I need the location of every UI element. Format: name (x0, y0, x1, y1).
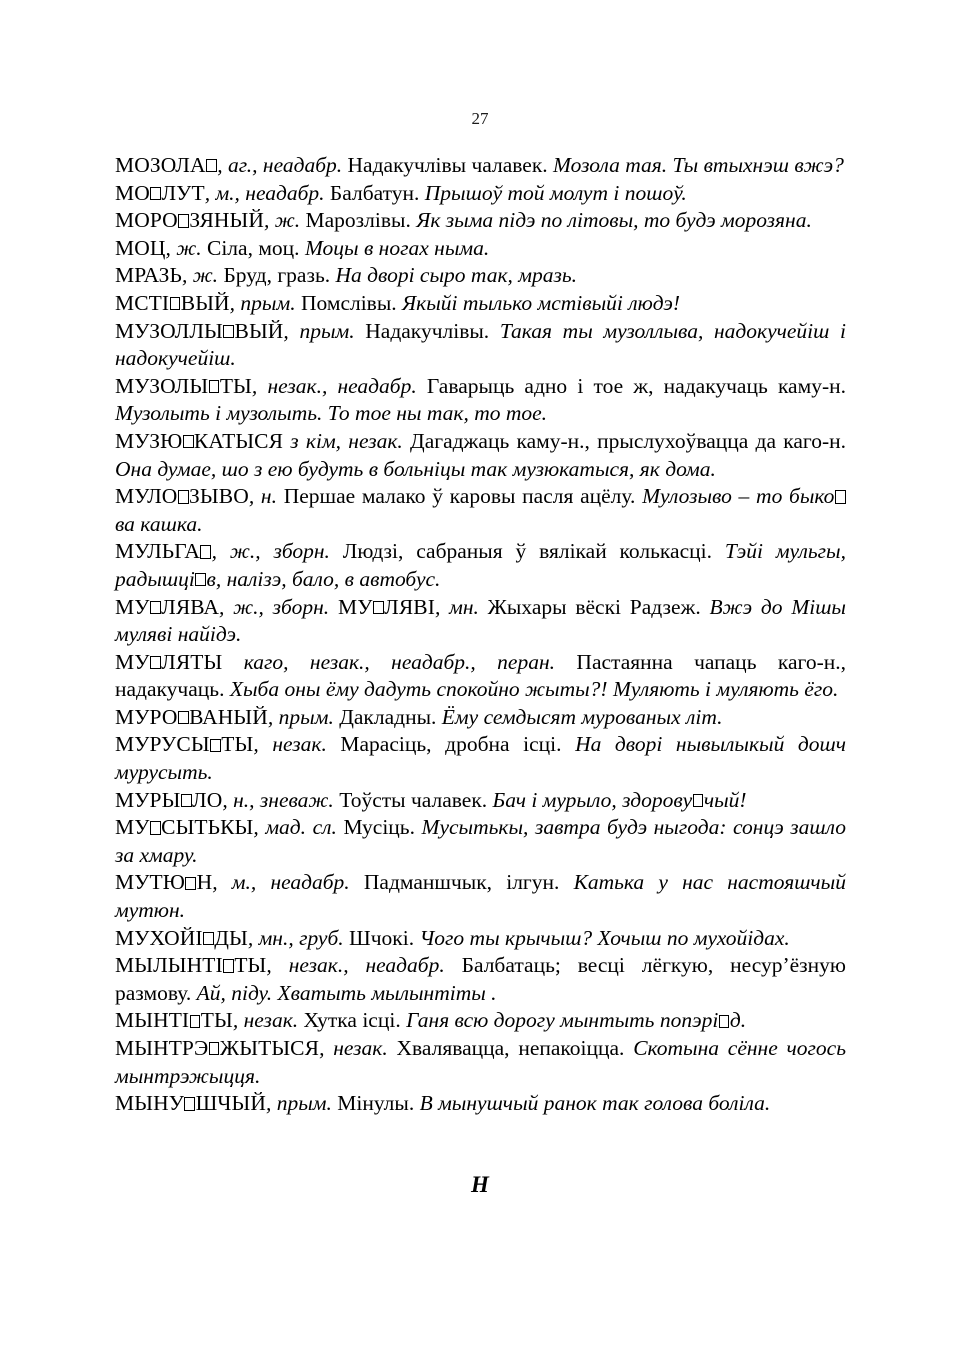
dictionary-entry (115, 1035, 846, 1090)
entry-example: Прышоў той молут і пошоў. (424, 180, 687, 205)
entry-grammar-label: , прым. (267, 704, 334, 729)
dictionary-entry (115, 952, 846, 1007)
entry-definition: Помслівы. (295, 290, 403, 315)
dictionary-entry (115, 1090, 846, 1118)
entry-definition: Людзі, сабраныя ў вялікай колькасці. (329, 539, 725, 564)
entry-definition: Марасіць, дробна ісці. (326, 732, 576, 757)
missing-glyph-box (209, 1042, 220, 1055)
entry-grammar-label: , н. (248, 484, 277, 509)
entry-example: Такая ты музоллыва, надокучейіш і надокучейіш. (115, 318, 846, 371)
entry-headword-variant: МУ ЛЯВІ (329, 594, 435, 619)
missing-glyph-box (206, 159, 217, 172)
dictionary-entry (115, 731, 846, 786)
missing-glyph-box (150, 656, 161, 669)
entry-headword: МСТІ ВЫЙ (115, 290, 230, 315)
entry-headword: МО ЛУТ (115, 180, 205, 205)
entry-grammar-label: , аг., неадабр. (217, 153, 343, 177)
entry-definition: Сіла, моц. (201, 235, 305, 260)
entry-example: Скотына сённе чогось мынтрэжыцця. (115, 1036, 846, 1088)
entry-headword: МУХОЙІ ДЫ (115, 925, 248, 950)
entry-headword: МУ ЛЯТЫ (115, 649, 223, 674)
dictionary-entry (115, 925, 846, 953)
entry-headword: МЫНТІ ТЫ (115, 1008, 233, 1033)
entry-headword: МРАЗЬ (115, 263, 182, 288)
entry-definition: Мінулы. (331, 1091, 420, 1116)
dictionary-entry (115, 787, 846, 815)
letter-section-mark: Н (471, 1172, 489, 1197)
missing-glyph-box (190, 1015, 201, 1028)
entry-example: Вжэ до Мішы муляві найідэ. (115, 594, 846, 647)
entry-headword: МУ ЛЯВА (115, 594, 219, 619)
dictionary-entry (115, 483, 846, 538)
dictionary-entry (115, 318, 846, 373)
dictionary-entry (115, 814, 846, 869)
entry-grammar-label: , прым. (265, 1091, 332, 1116)
entry-definition: Дагаджаць каму-н., прыслухоўвацца да каго-н. (402, 428, 846, 453)
entry-example: Моцы в ногах ныма. (304, 235, 490, 260)
entry-example: Якыйі тылько мстівыйі людэ! (402, 290, 681, 315)
dictionary-entry (115, 262, 846, 290)
entry-headword: МУЗОЛЛЫ ВЫЙ (115, 318, 284, 343)
entry-example: Як зыма підэ по літовы, то будэ морозяна. (416, 208, 812, 233)
entry-grammar-label: , прым. (229, 290, 296, 315)
missing-glyph-box (719, 1015, 730, 1028)
entry-grammar-label: , н., зневаж. (222, 787, 334, 812)
entry-example: Ёму семдысят мурованых літ. (441, 704, 723, 729)
missing-glyph-box (200, 545, 211, 558)
entry-example: В мынушчый ранок так голова боліла. (419, 1091, 771, 1116)
missing-glyph-box (223, 325, 234, 338)
page-number: 27 (471, 109, 489, 128)
entry-headword: МЫНТРЭ ЖЫТЫСЯ (115, 1036, 320, 1060)
entry-grammar-label: , незак. (253, 732, 327, 757)
entry-grammar-label: , незак. (319, 1036, 388, 1060)
missing-glyph-box (195, 573, 206, 586)
entry-headword: МУЗЮ КАТЫСЯ (115, 428, 284, 453)
dictionary-entry-list (115, 152, 846, 1118)
entry-headword: МУРЫ ЛО (115, 787, 223, 812)
dictionary-entry (115, 704, 846, 732)
entry-headword: МУЗОЛЫ ТЫ (115, 373, 252, 398)
missing-glyph-box (150, 187, 161, 200)
missing-glyph-box (209, 380, 220, 393)
entry-definition: Мусіць. (336, 815, 422, 840)
entry-example: Ганя всю дорогу мынтыть попэрі д. (406, 1008, 747, 1033)
entry-headword: МУЛО ЗЫВО (115, 484, 249, 509)
dictionary-entry (115, 152, 846, 180)
entry-headword: МОРО ЗЯНЫЙ (115, 208, 264, 233)
entry-definition: Першае малако ў каровы пасля ацёлу. (276, 484, 643, 509)
entry-grammar-label: , прым. (283, 318, 355, 343)
missing-glyph-box (183, 435, 194, 448)
entry-definition: Шчокі. (343, 925, 420, 950)
dictionary-entry (115, 290, 846, 318)
entry-example: Катька у нас настояшчый мутюн. (115, 870, 846, 923)
missing-glyph-box (203, 932, 214, 945)
missing-glyph-box (223, 959, 234, 972)
entry-definition: Балбатаць; весці лёгкую, несур’ёзную размову. (115, 953, 846, 1005)
entry-example: Бач і мурыло, здорову чый! (492, 787, 747, 812)
entry-grammar-label: , ж. (264, 208, 301, 233)
missing-glyph-box (184, 1097, 195, 1110)
entry-grammar-label: , ж., зборн. (218, 594, 330, 619)
missing-glyph-box (185, 877, 196, 890)
dictionary-entry (115, 207, 846, 235)
missing-glyph-box (835, 490, 846, 503)
missing-glyph-box (210, 739, 221, 752)
entry-definition: Хвалявацца, непакоіцца. (387, 1036, 634, 1060)
missing-glyph-box (693, 794, 704, 807)
entry-definition: Марозлівы. (300, 208, 417, 233)
entry-grammar-label: , м., неадабр. (212, 870, 350, 895)
entry-example: Она думае, шо з ею будуть в больніцы так музюкатыся, як дома. (115, 456, 716, 481)
entry-grammar-label: , ж. (165, 235, 202, 260)
entry-headword: МОЦ (115, 235, 166, 260)
missing-glyph-box (178, 214, 189, 227)
missing-glyph-box (150, 821, 161, 834)
entry-headword: МУ СЫТЬКЫ (115, 815, 254, 840)
entry-headword: МЫЛЫНТІ ТЫ (115, 953, 267, 978)
entry-grammar-label: , м., неадабр. (204, 180, 325, 205)
missing-glyph-box (170, 297, 181, 310)
entry-example: Чого ты крычыш? Хочыш по мухойідах. (419, 925, 790, 950)
entry-example: Мулозыво – то быкова кашка. (115, 484, 846, 536)
entry-definition: Дакладны. (333, 704, 442, 729)
entry-grammar-label: , незак. (232, 1008, 299, 1033)
entry-example: Ай, піду. Хватыть мылынтіты . (196, 980, 497, 1005)
dictionary-entry (115, 373, 846, 428)
entry-example: На дворі сыро так, мразь. (335, 263, 578, 288)
entry-example: Тэйі мульгы, радышці в, налізэ, бало, в автобус. (115, 539, 846, 591)
dictionary-entry (115, 235, 846, 263)
entry-definition: Гаварыць адно і тое ж, надакучаць каму-н. (416, 373, 846, 398)
entry-definition: Надакучлівы. (354, 318, 500, 343)
entry-example: Музолыть і музолыть. То тое ны так, то тое. (115, 401, 548, 426)
dictionary-entry (115, 869, 846, 924)
entry-grammar-label: , мад. сл. (253, 815, 337, 840)
entry-grammar-label: , мн., груб. (247, 925, 344, 950)
entry-headword: МУРУСЫ ТЫ (115, 732, 254, 757)
entry-headword: МЫНУ ШЧЫЙ (115, 1091, 266, 1116)
dictionary-entry (115, 180, 846, 208)
entry-headword: МУРО ВАНЫЙ (115, 704, 268, 729)
entry-grammar-label: , незак., неадабр. (266, 953, 445, 978)
entry-definition: Надакучлівы чалавек. (342, 153, 554, 177)
missing-glyph-box (178, 711, 189, 724)
entry-example: Мозола тая. Ты втыхнэш вжэ? (553, 153, 844, 177)
missing-glyph-box (373, 601, 384, 614)
missing-glyph-box (181, 794, 192, 807)
dictionary-entry (115, 538, 846, 593)
missing-glyph-box (150, 601, 161, 614)
entry-grammar-label-variant: , мн. (434, 594, 479, 619)
entry-grammar-label: з кім, незак. (283, 428, 403, 453)
entry-headword: МУТЮ Н (115, 870, 213, 895)
dictionary-entry (115, 649, 846, 704)
entry-example: Мусытькы, завтра будэ ныгода: сонцэ зашло за хмару. (115, 815, 847, 867)
entry-grammar-label: , ж., зборн. (211, 539, 330, 564)
entry-grammar-label: , ж. (181, 263, 219, 288)
dictionary-entry (115, 594, 846, 649)
entry-headword: МОЗОЛА (115, 153, 217, 177)
entry-definition: Пастаянна чапаць каго-н., надакучаць. (115, 649, 846, 702)
entry-grammar-label: , незак., неадабр. (251, 373, 417, 398)
dictionary-entry (115, 428, 846, 483)
entry-headword: МУЛЬГА (115, 539, 212, 563)
dictionary-entry (115, 1007, 846, 1035)
entry-definition: Хутка ісці. (298, 1008, 407, 1033)
entry-definition: Жыхары вёскі Радзеж. (478, 594, 710, 619)
entry-grammar-label: каго, незак., неадабр., перан. (222, 649, 556, 674)
entry-definition: Тоўсты чалавек. (333, 787, 493, 812)
entry-definition: Балбатун. (324, 180, 425, 205)
entry-example: На дворі нывылыкый дошч мурусыть. (115, 732, 847, 785)
entry-definition: Падманшчык, ілгун. (349, 870, 574, 895)
missing-glyph-box (178, 490, 189, 503)
entry-definition: Бруд, гразь. (218, 263, 336, 288)
entry-example: Хыба оны ёму дадуть спокойно жыты?! Муляють і муляють ёго. (229, 677, 839, 702)
